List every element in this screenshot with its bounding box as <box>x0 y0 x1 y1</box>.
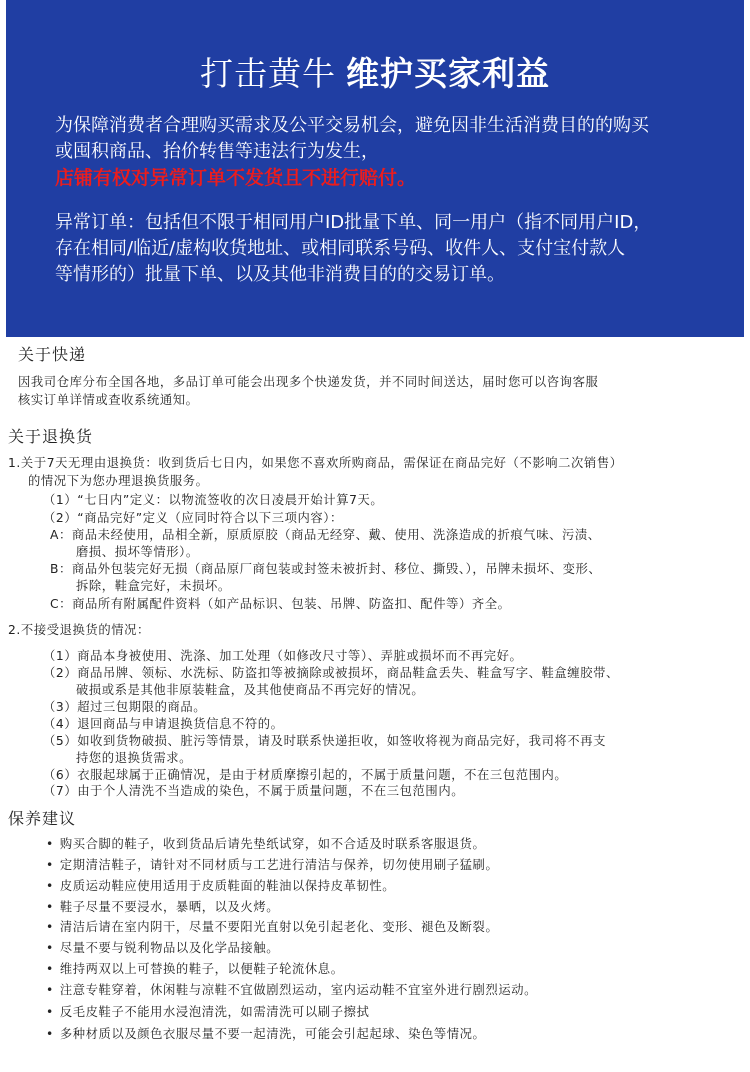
banner-paragraph-2-line-3: 等情形的）批量下单、以及其他非消费目的的交易订单。 <box>55 264 505 285</box>
no-return-7: （7）由于个人清洗不当造成的染色，不属于质量问题，不在三包范围内。 <box>43 784 465 798</box>
no-return-2-line-2: 破损或系是其他非原装鞋盒，及其他使商品不再完好的情况。 <box>76 683 425 697</box>
care-item: • 反毛皮鞋子不能用水浸泡清洗，如需清洗可以刷子擦拭 <box>46 1002 369 1022</box>
banner-paragraph-1-line-1: 为保障消费者合理购买需求及公平交易机会，避免因非生活消费目的的购买 <box>55 115 649 136</box>
no-return-5-line-1: （5）如收到货物破损、脏污等情景，请及时联系快递拒收，如签收将视为商品完好，我司将不再支 <box>43 734 606 748</box>
care-item: • 鞋子尽量不要浸水，暴晒，以及火烤。 <box>46 897 279 917</box>
no-return-5-line-2: 持您的退换货需求。 <box>76 751 193 765</box>
care-item: • 皮质运动鞋应使用适用于皮质鞋面的鞋油以保持皮革韧性。 <box>46 876 395 896</box>
care-item: • 注意专鞋穿着，休闲鞋与凉鞋不宜做剧烈运动，室内运动鞋不宜室外进行剧烈运动。 <box>46 980 537 1000</box>
no-return-3: （3）超过三包期限的商品。 <box>43 700 207 714</box>
no-return-2-line-1: （2）商品吊牌、领标、水洗标、防盗扣等被摘除或被损坏，商品鞋盒丢失、鞋盒写字、鞋盒缠胶带、 <box>43 666 619 680</box>
returns-definition-2: （2）“商品完好”定义（应同时符合以下三项内容）： <box>43 511 343 525</box>
returns-definition-1: （1）“七日内”定义：以物流签收的次日凌晨开始计算7天。 <box>43 493 384 507</box>
no-return-4: （4）退回商品与申请退换货信息不符的。 <box>43 717 284 731</box>
returns-item-2: 2.不接受退换货的情况： <box>8 623 150 637</box>
no-return-6: （6）衣服起球属于正确情况，是由于材质摩擦引起的，不属于质量问题，不在三包范围内。 <box>43 768 568 782</box>
care-item: • 清洁后请在室内阴干，尽量不要阳光直射以免引起老化、变形、褪色及断裂。 <box>46 917 498 937</box>
banner-title <box>6 52 744 96</box>
banner-title-normal: 打击黄牛 <box>200 54 336 93</box>
returns-section-title: 关于退换货 <box>8 427 94 446</box>
no-return-1: （1）商品本身被使用、洗涤、加工处理（如修改尺寸等）、弄脏或损坏而不再完好。 <box>43 649 523 663</box>
banner-paragraph-2-line-1: 异常订单：包括但不限于相同用户ID批量下单、同一用户（指不同用户ID， <box>55 212 652 233</box>
banner-title-bold: 维护买家利益 <box>346 54 550 93</box>
banner-paragraph-2-line-2: 存在相同/临近/虚构收货地址、或相同联系号码、收件人、支付宝付款人 <box>55 238 626 259</box>
care-section-title: 保养建议 <box>8 809 77 828</box>
care-item: • 维持两双以上可替换的鞋子，以便鞋子轮流休息。 <box>46 959 344 979</box>
returns-condition-c: C：商品所有附属配件资料（如产品标识、包装、吊牌、防盗扣、配件等）齐全。 <box>50 597 511 611</box>
express-line-1: 因我司仓库分布全国各地，多品订单可能会出现多个快递发货，并不同时间送达，届时您可以咨询客服 <box>18 375 599 389</box>
notice-banner <box>6 0 744 337</box>
returns-condition-b-line-2: 拆除，鞋盒完好，未损坏。 <box>76 579 231 593</box>
care-item: • 多种材质以及颜色衣服尽量不要一起清洗，可能会引起起球、染色等情况。 <box>46 1024 485 1044</box>
express-section-title: 关于快递 <box>18 345 87 364</box>
returns-item-1-line-1: 1.关于7天无理由退换货：收到货后七日内，如果您不喜欢所购商品，需保证在商品完好（不影响二次销售） <box>8 456 623 470</box>
banner-warning: 店铺有权对异常订单不发货且不进行赔付。 <box>55 167 417 189</box>
banner-paragraph-1-line-2: 或囤积商品、抬价转售等违法行为发生， <box>55 141 379 162</box>
returns-item-1-line-2: 的情况下为您办理退换货服务。 <box>28 474 209 488</box>
care-item: • 尽量不要与锐利物品以及化学品接触。 <box>46 938 279 958</box>
care-item: • 定期清洁鞋子，请针对不同材质与工艺进行清洁与保养，切勿使用刷子猛刷。 <box>46 855 498 875</box>
returns-condition-a-line-2: 磨损、损坏等情形）。 <box>76 545 199 559</box>
care-item: • 购买合脚的鞋子，收到货品后请先垫纸试穿，如不合适及时联系客服退货。 <box>46 834 485 854</box>
returns-condition-b-line-1: B：商品外包装完好无损（商品原厂商包装或封签未被折封、移位、撕毁、），吊牌未损坏、变形、 <box>50 562 602 576</box>
express-line-2: 核实订单详情或查收系统通知。 <box>18 393 199 407</box>
returns-condition-a-line-1: A：商品未经使用，品相全新，原质原胶（商品无经穿、戴、使用、洗涤造成的折痕气味、污渍、 <box>50 528 601 542</box>
